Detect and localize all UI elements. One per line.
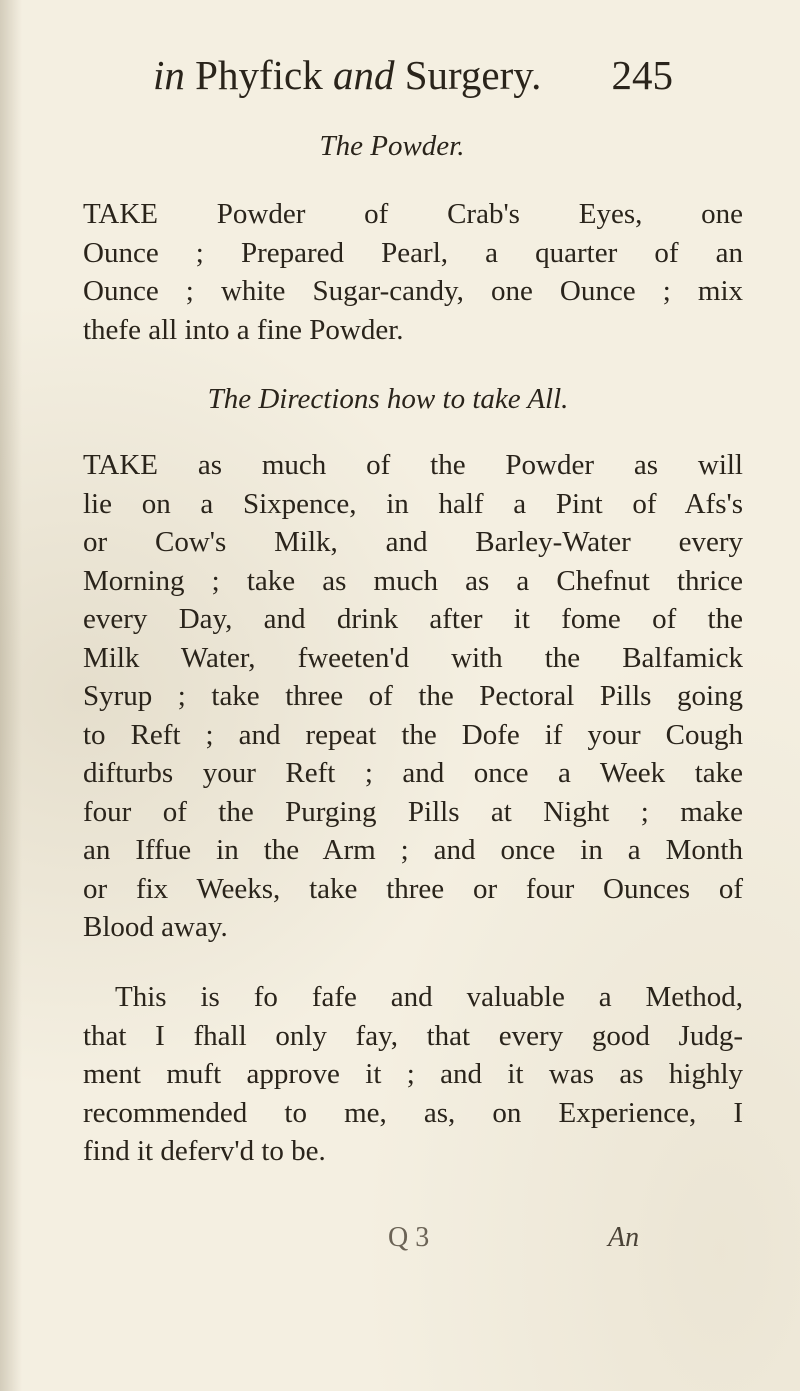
text-line: recommended to me, as, on Experience, I xyxy=(83,1096,743,1129)
text-line: to Reft ; and repeat the Dofe if your Cough xyxy=(83,718,743,751)
text-line: Ounce ; Prepared Pearl, a quarter of an xyxy=(83,236,743,269)
paragraph-conclusion xyxy=(83,978,743,1171)
text-line: TAKE Powder of Crab's Eyes, one xyxy=(83,198,743,230)
text-line: Morning ; take as much as a Chefnut thrice xyxy=(83,564,743,597)
running-title-word2: Surgery. xyxy=(404,52,542,98)
running-title-word1: Phyfick xyxy=(195,52,323,98)
text-line: ment muft approve it ; and it was as highly xyxy=(83,1058,743,1090)
paragraph-directions xyxy=(83,446,743,947)
text-line: every Day, and drink after it fome of the xyxy=(83,603,743,635)
paragraph-powder xyxy=(83,195,743,349)
page-footer xyxy=(0,1220,800,1260)
section-heading-directions: The Directions how to take All. xyxy=(207,383,569,415)
section-heading-powder: The Powder. xyxy=(319,130,465,162)
text-line: TAKE as much of the Powder as will xyxy=(83,449,743,481)
text-line: that I fhall only fay, that every good Judg- xyxy=(83,1019,743,1052)
text-line: an Iffue in the Arm ; and once in a Month xyxy=(83,834,743,866)
text-line: Blood away. xyxy=(83,911,228,943)
running-title-and: and xyxy=(332,52,395,98)
text-line: find it deferv'd to be. xyxy=(83,1135,326,1167)
text-line: Ounce ; white Sugar-candy, one Ounce ; mix xyxy=(83,275,743,307)
text-line: This is fo fafe and valuable a Method, xyxy=(115,981,743,1013)
text-line: or fix Weeks, take three or four Ounces of xyxy=(83,872,743,905)
catchword: An xyxy=(608,1222,640,1253)
text-line: or Cow's Milk, and Barley-Water every xyxy=(83,526,743,558)
signature-mark: Q 3 xyxy=(388,1222,430,1253)
text-line: difturbs your Reft ; and once a Week take xyxy=(83,757,743,789)
text-line: lie on a Sixpence, in half a Pint of Afs's xyxy=(83,487,743,520)
running-title xyxy=(153,50,541,100)
text-line: thefe all into a fine Powder. xyxy=(83,313,404,346)
text-line: four of the Purging Pills at Night ; make xyxy=(83,795,743,828)
running-header xyxy=(153,50,673,110)
page-gutter-shadow xyxy=(0,0,22,1391)
text-line: Milk Water, fweeten'd with the Balfamick xyxy=(83,641,743,674)
running-title-prefix: in xyxy=(153,52,185,98)
page-number: 245 xyxy=(611,52,673,98)
text-line: Syrup ; take three of the Pectoral Pills going xyxy=(83,680,743,712)
